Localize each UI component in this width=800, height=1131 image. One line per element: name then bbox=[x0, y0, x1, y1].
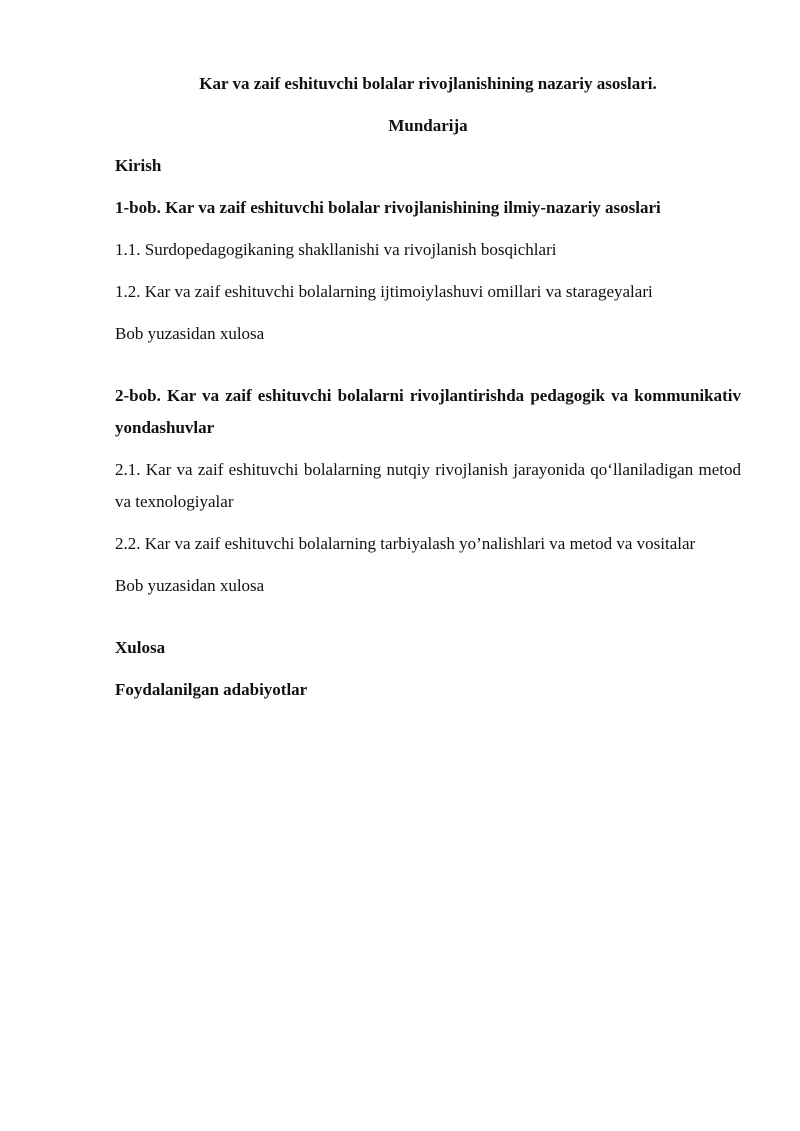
contents-heading: Mundarija bbox=[388, 116, 468, 135]
toc-entry-chapter-1-summary: Bob yuzasidan xulosa bbox=[115, 324, 265, 343]
toc-entry-section-2-2: 2.2. Kar va zaif eshituvchi bolalarning tarbiyalash yo’nalishlari va metod va vositalar bbox=[115, 534, 696, 553]
toc-entry-conclusion: Xulosa bbox=[115, 638, 166, 657]
document-title: Kar va zaif eshituvchi bolalar rivojlanishining nazariy asoslari. bbox=[199, 74, 657, 93]
toc-entry-references: Foydalanilgan adabiyotlar bbox=[115, 680, 308, 699]
toc-entry-section-1-1: 1.1. Surdopedagogikaning shakllanishi va rivojlanish bosqichlari bbox=[115, 240, 557, 259]
toc-entry-section-1-2: 1.2. Kar va zaif eshituvchi bolalarning ijtimoiylashuvi omillari va starageyalari bbox=[115, 282, 653, 301]
toc-entry-chapter-2: 2-bob. Kar va zaif eshituvchi bolalarni rivojlantirishda pedagogik va kommunikativ yondashuvlar bbox=[115, 386, 741, 437]
toc-entry-introduction: Kirish bbox=[115, 156, 162, 175]
toc-entry-chapter-1: 1-bob. Kar va zaif eshituvchi bolalar rivojlanishining ilmiy-nazariy asoslari bbox=[115, 198, 661, 217]
toc-entry-section-2-1: 2.1. Kar va zaif eshituvchi bolalarning nutqiy rivojlanish jarayonida qo‘llaniladigan metod va texnologiyalar bbox=[115, 460, 741, 511]
toc-entry-chapter-2-summary: Bob yuzasidan xulosa bbox=[115, 576, 265, 595]
